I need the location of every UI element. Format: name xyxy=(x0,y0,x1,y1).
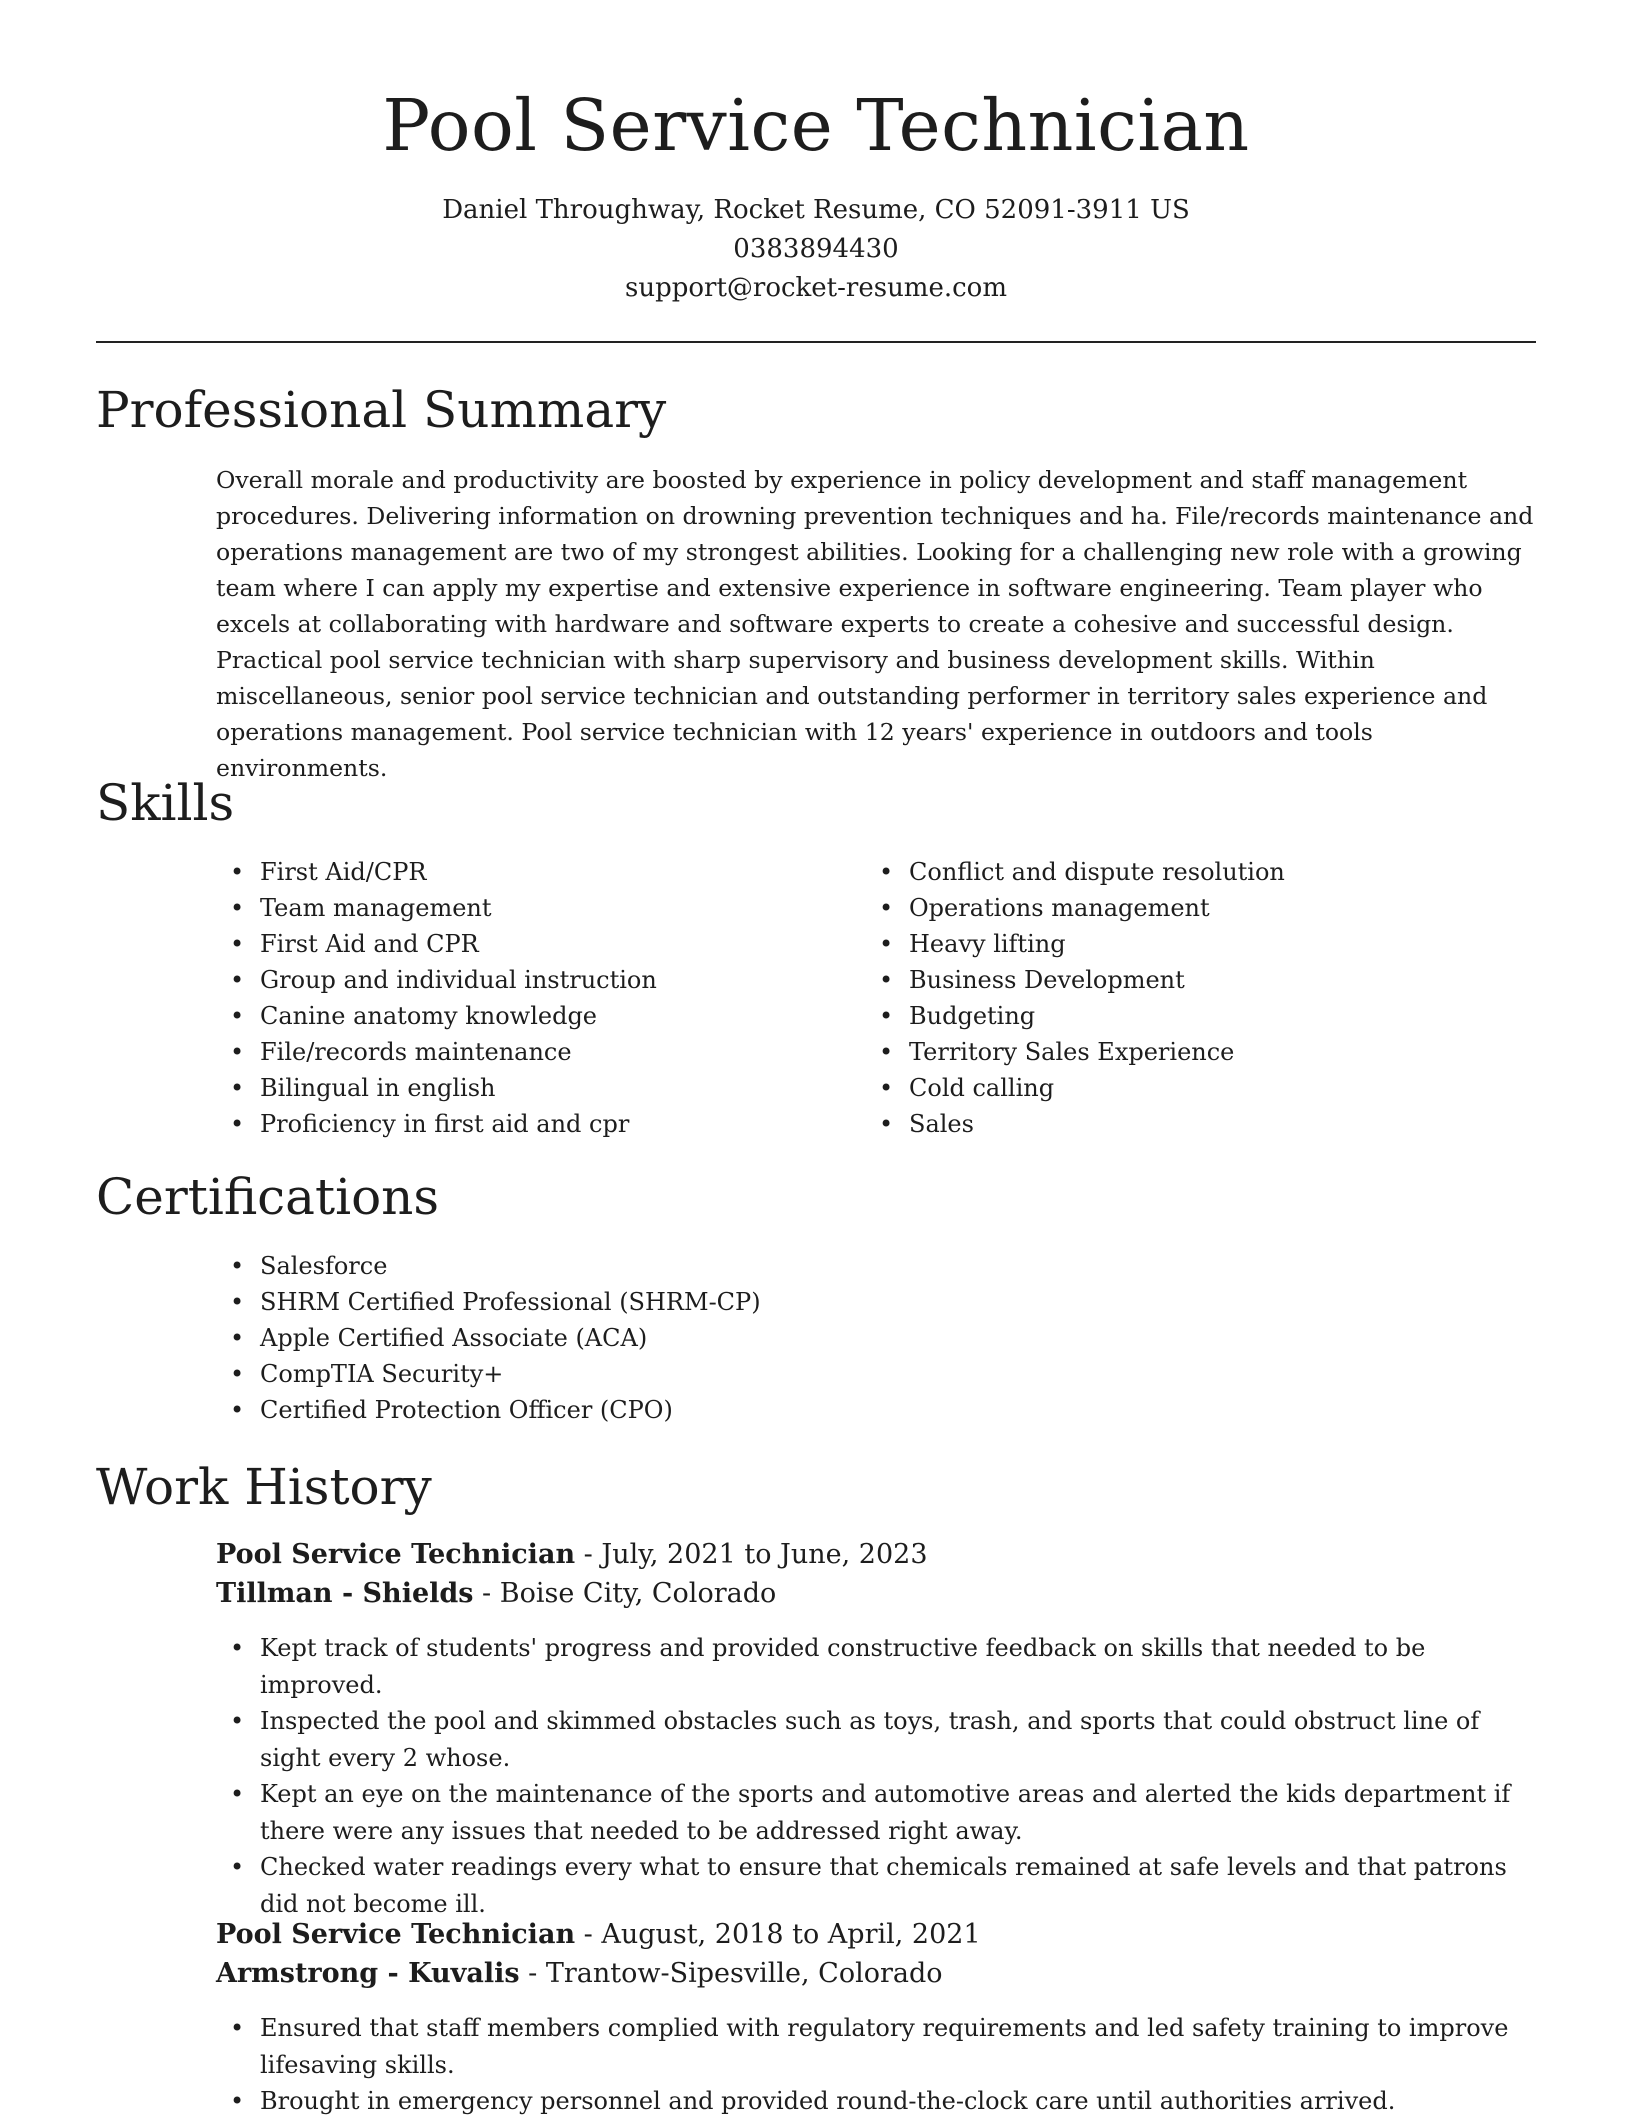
job-company: Armstrong - Kuvalis xyxy=(216,1958,520,1989)
skill-item: • Cold calling xyxy=(865,1070,1285,1106)
job-dates: August, 2018 to April, 2021 xyxy=(601,1919,981,1950)
skill-item: • Proficiency in first aid and cpr xyxy=(216,1106,657,1142)
certifications-heading: Certifications xyxy=(96,1168,440,1226)
job-employer-line: Tillman - Shields - Boise City, Colorado xyxy=(216,1578,777,1609)
certification-item: • Certified Protection Officer (CPO) xyxy=(216,1392,761,1428)
skill-item: • Sales xyxy=(865,1106,1285,1142)
job-bullet: • Ensured that staff members complied with regulatory requirements and led safety training to improve lifesaving skills. xyxy=(216,2010,1541,2083)
job-bullet: • Checked water readings every what to ensure that chemicals remained at safe levels and that patrons did not become ill. xyxy=(216,1849,1541,1922)
contact-block xyxy=(0,191,1632,308)
skill-item: • Operations management xyxy=(865,890,1285,926)
work-history-heading: Work History xyxy=(96,1458,432,1516)
job-dates: July, 2021 to June, 2023 xyxy=(601,1539,928,1570)
summary-heading: Professional Summary xyxy=(96,381,667,439)
header-divider xyxy=(96,341,1536,343)
certification-item: • Salesforce xyxy=(216,1248,761,1284)
skill-item: • Conflict and dispute resolution xyxy=(865,854,1285,890)
job-entry xyxy=(216,1535,1541,1922)
skill-item: • Budgeting xyxy=(865,998,1285,1034)
skill-item: • First Aid and CPR xyxy=(216,926,657,962)
job-bullet: • Kept track of students' progress and provided constructive feedback on skills that needed to be improved. xyxy=(216,1630,1541,1703)
job-bullet: • Inspected the pool and skimmed obstacles such as toys, trash, and sports that could obstruct line of sight every 2 whose. xyxy=(216,1703,1541,1776)
certifications-list xyxy=(216,1248,761,1428)
skill-item: • Bilingual in english xyxy=(216,1070,657,1106)
job-entry xyxy=(216,1915,1541,2120)
skill-item: • Group and individual instruction xyxy=(216,962,657,998)
job-bullet: • Kept an eye on the maintenance of the sports and automotive areas and alerted the kids department if there were any issues that needed to be addressed right away. xyxy=(216,1776,1541,1849)
skill-item: • Canine anatomy knowledge xyxy=(216,998,657,1034)
job-bullets xyxy=(216,1630,1541,1922)
page-title: Pool Service Technician xyxy=(382,84,1250,167)
job-title-line: Pool Service Technician - July, 2021 to June, 2023 xyxy=(216,1539,928,1570)
skills-heading: Skills xyxy=(96,774,235,832)
job-role: Pool Service Technician xyxy=(216,1539,576,1570)
contact-email: support@rocket-resume.com xyxy=(624,273,1007,303)
skill-item: • Business Development xyxy=(865,962,1285,998)
skill-item: • Territory Sales Experience xyxy=(865,1034,1285,1070)
skill-item: • Team management xyxy=(216,890,657,926)
resume-header xyxy=(0,0,1632,308)
skill-item: • File/records maintenance xyxy=(216,1034,657,1070)
contact-phone: 0383894430 xyxy=(733,234,899,264)
skill-item: • First Aid/CPR xyxy=(216,854,657,890)
certification-item: • SHRM Certified Professional (SHRM-CP) xyxy=(216,1284,761,1320)
job-location: Trantow-Sipesville, Colorado xyxy=(545,1958,943,1989)
job-company: Tillman - Shields xyxy=(216,1578,474,1609)
summary-text: Overall morale and productivity are boosted by experience in policy development and staff management procedures. Delivering information on drowning prevention techniques and ha. File/records maintenance and operations management are two of my strongest abilities. Looking for a challenging new role with a growing team where I can apply my expertise and extensive experience in software engineering. Team player who excels at collaborating with hardware and software experts to create a cohesive and successful design. Practical pool service technician with sharp supervisory and business development skills. Within miscellaneous, senior pool service technician and outstanding performer in territory sales experience and operations management. Pool service technician with 12 years' experience in outdoors and tools environments. xyxy=(216,466,1534,782)
skill-item: • Heavy lifting xyxy=(865,926,1285,962)
skills-list-right xyxy=(865,854,1285,1142)
certification-item: • Apple Certified Associate (ACA) xyxy=(216,1320,761,1356)
job-title-line: Pool Service Technician - August, 2018 to April, 2021 xyxy=(216,1919,981,1950)
job-employer-line: Armstrong - Kuvalis - Trantow-Sipesville, Colorado xyxy=(216,1958,943,1989)
skills-list-left xyxy=(216,854,657,1142)
certification-item: • CompTIA Security+ xyxy=(216,1356,761,1392)
job-location: Boise City, Colorado xyxy=(499,1578,777,1609)
job-role: Pool Service Technician xyxy=(216,1919,576,1950)
job-bullet: • Brought in emergency personnel and provided round-the-clock care until authorities arrived. xyxy=(216,2083,1541,2120)
job-bullets xyxy=(216,2010,1541,2120)
contact-address: Daniel Throughway, Rocket Resume, CO 52091-3911 US xyxy=(442,195,1190,225)
